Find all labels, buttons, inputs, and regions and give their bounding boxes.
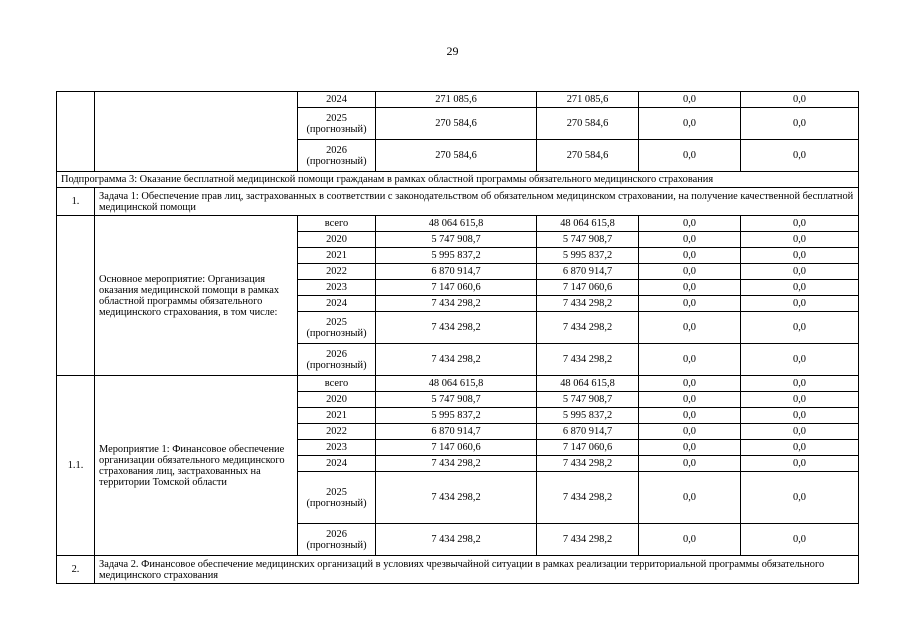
budget-cell: 5 747 908,7 (537, 232, 639, 248)
total-cell: 6 870 914,7 (376, 424, 537, 440)
value-cell: 0,0 (741, 392, 859, 408)
budget-cell: 271 085,6 (537, 92, 639, 108)
value-cell: 0,0 (639, 92, 741, 108)
year-cell: 2026 (прогнозный) (298, 140, 376, 172)
budget-cell: 7 434 298,2 (537, 312, 639, 344)
year-cell: 2021 (298, 408, 376, 424)
value-cell: 0,0 (639, 472, 741, 524)
year-cell: 2024 (298, 456, 376, 472)
value-cell: 0,0 (741, 264, 859, 280)
value-cell: 0,0 (639, 344, 741, 376)
year-cell: всего (298, 376, 376, 392)
budget-cell: 270 584,6 (537, 140, 639, 172)
value-cell: 0,0 (741, 524, 859, 556)
value-cell: 0,0 (639, 456, 741, 472)
year-cell: 2022 (298, 264, 376, 280)
value-cell: 0,0 (741, 280, 859, 296)
value-cell: 0,0 (741, 408, 859, 424)
value-cell: 0,0 (639, 280, 741, 296)
year-cell: всего (298, 216, 376, 232)
value-cell: 0,0 (741, 232, 859, 248)
total-cell: 5 995 837,2 (376, 248, 537, 264)
value-cell: 0,0 (639, 440, 741, 456)
total-cell: 48 064 615,8 (376, 376, 537, 392)
budget-cell: 7 147 060,6 (537, 280, 639, 296)
value-cell: 0,0 (741, 344, 859, 376)
value-cell: 0,0 (741, 140, 859, 172)
event-number: 1.1. (57, 376, 95, 556)
total-cell: 5 747 908,7 (376, 232, 537, 248)
value-cell: 0,0 (741, 312, 859, 344)
task-number: 1. (57, 188, 95, 216)
total-cell: 6 870 914,7 (376, 264, 537, 280)
total-cell: 270 584,6 (376, 108, 537, 140)
event-number (57, 216, 95, 376)
budget-cell: 5 995 837,2 (537, 248, 639, 264)
year-cell: 2023 (298, 440, 376, 456)
table-row (57, 172, 859, 188)
budget-cell: 48 064 615,8 (537, 216, 639, 232)
value-cell: 0,0 (639, 264, 741, 280)
total-cell: 270 584,6 (376, 140, 537, 172)
year-cell: 2020 (298, 392, 376, 408)
budget-cell: 270 584,6 (537, 108, 639, 140)
table-row (57, 556, 859, 584)
year-cell: 2025 (прогнозный) (298, 108, 376, 140)
value-cell: 0,0 (639, 232, 741, 248)
budget-table (56, 91, 859, 584)
value-cell: 0,0 (639, 376, 741, 392)
budget-cell: 7 147 060,6 (537, 440, 639, 456)
item-name-cell (95, 92, 298, 172)
total-cell: 5 747 908,7 (376, 392, 537, 408)
budget-cell: 7 434 298,2 (537, 524, 639, 556)
total-cell: 7 434 298,2 (376, 456, 537, 472)
value-cell: 0,0 (639, 524, 741, 556)
budget-cell: 5 995 837,2 (537, 408, 639, 424)
budget-cell: 7 434 298,2 (537, 456, 639, 472)
table-row (57, 216, 859, 232)
budget-cell: 6 870 914,7 (537, 424, 639, 440)
row-number-cell (57, 92, 95, 172)
value-cell: 0,0 (639, 392, 741, 408)
table-row (57, 92, 859, 108)
total-cell: 48 064 615,8 (376, 216, 537, 232)
value-cell: 0,0 (741, 248, 859, 264)
year-cell: 2024 (298, 92, 376, 108)
total-cell: 7 434 298,2 (376, 312, 537, 344)
value-cell: 0,0 (639, 248, 741, 264)
budget-cell: 7 434 298,2 (537, 344, 639, 376)
year-cell: 2022 (298, 424, 376, 440)
value-cell: 0,0 (741, 424, 859, 440)
year-cell: 2026 (прогнозный) (298, 524, 376, 556)
event-name: Мероприятие 1: Финансовое обеспечение организации обязательного медицинского страхования лиц, застрахованных на территории Томской области (95, 376, 298, 556)
budget-cell: 5 747 908,7 (537, 392, 639, 408)
value-cell: 0,0 (741, 376, 859, 392)
value-cell: 0,0 (639, 216, 741, 232)
year-cell: 2021 (298, 248, 376, 264)
budget-cell: 48 064 615,8 (537, 376, 639, 392)
value-cell: 0,0 (741, 216, 859, 232)
year-cell: 2026 (прогнозный) (298, 344, 376, 376)
event-name: Основное мероприятие: Организация оказания медицинской помощи в рамках областной программы обязательного медицинского страхования, в том числе: (95, 216, 298, 376)
total-cell: 7 434 298,2 (376, 524, 537, 556)
year-cell: 2025 (прогнозный) (298, 312, 376, 344)
value-cell: 0,0 (741, 440, 859, 456)
budget-cell: 7 434 298,2 (537, 472, 639, 524)
value-cell: 0,0 (741, 108, 859, 140)
total-cell: 271 085,6 (376, 92, 537, 108)
year-cell: 2025 (прогнозный) (298, 472, 376, 524)
year-cell: 2023 (298, 280, 376, 296)
total-cell: 7 434 298,2 (376, 472, 537, 524)
total-cell: 7 434 298,2 (376, 296, 537, 312)
total-cell: 7 147 060,6 (376, 280, 537, 296)
value-cell: 0,0 (639, 108, 741, 140)
value-cell: 0,0 (639, 424, 741, 440)
value-cell: 0,0 (741, 456, 859, 472)
value-cell: 0,0 (741, 472, 859, 524)
budget-cell: 6 870 914,7 (537, 264, 639, 280)
task-title: Задача 2. Финансовое обеспечение медицинских организаций в условиях чрезвычайной ситуации в рамках реализации территориальной программы обязательного медицинского страхования (95, 556, 859, 584)
table-body (57, 92, 859, 584)
budget-cell: 7 434 298,2 (537, 296, 639, 312)
total-cell: 7 147 060,6 (376, 440, 537, 456)
value-cell: 0,0 (639, 140, 741, 172)
total-cell: 5 995 837,2 (376, 408, 537, 424)
table-row (57, 188, 859, 216)
total-cell: 7 434 298,2 (376, 344, 537, 376)
value-cell: 0,0 (639, 312, 741, 344)
value-cell: 0,0 (741, 296, 859, 312)
task-title: Задача 1: Обеспечение прав лиц, застрахованных в соответствии с законодательством об обязательном медицинском страховании, на получение качественной бесплатной медицинской помощи (95, 188, 859, 216)
table-row (57, 376, 859, 392)
task-number: 2. (57, 556, 95, 584)
page-number: 29 (446, 44, 459, 58)
value-cell: 0,0 (741, 92, 859, 108)
value-cell: 0,0 (639, 296, 741, 312)
year-cell: 2024 (298, 296, 376, 312)
subprogram-title: Подпрограмма 3: Оказание бесплатной медицинской помощи гражданам в рамках областной программы обязательного медицинского страхования (57, 172, 859, 188)
value-cell: 0,0 (639, 408, 741, 424)
year-cell: 2020 (298, 232, 376, 248)
